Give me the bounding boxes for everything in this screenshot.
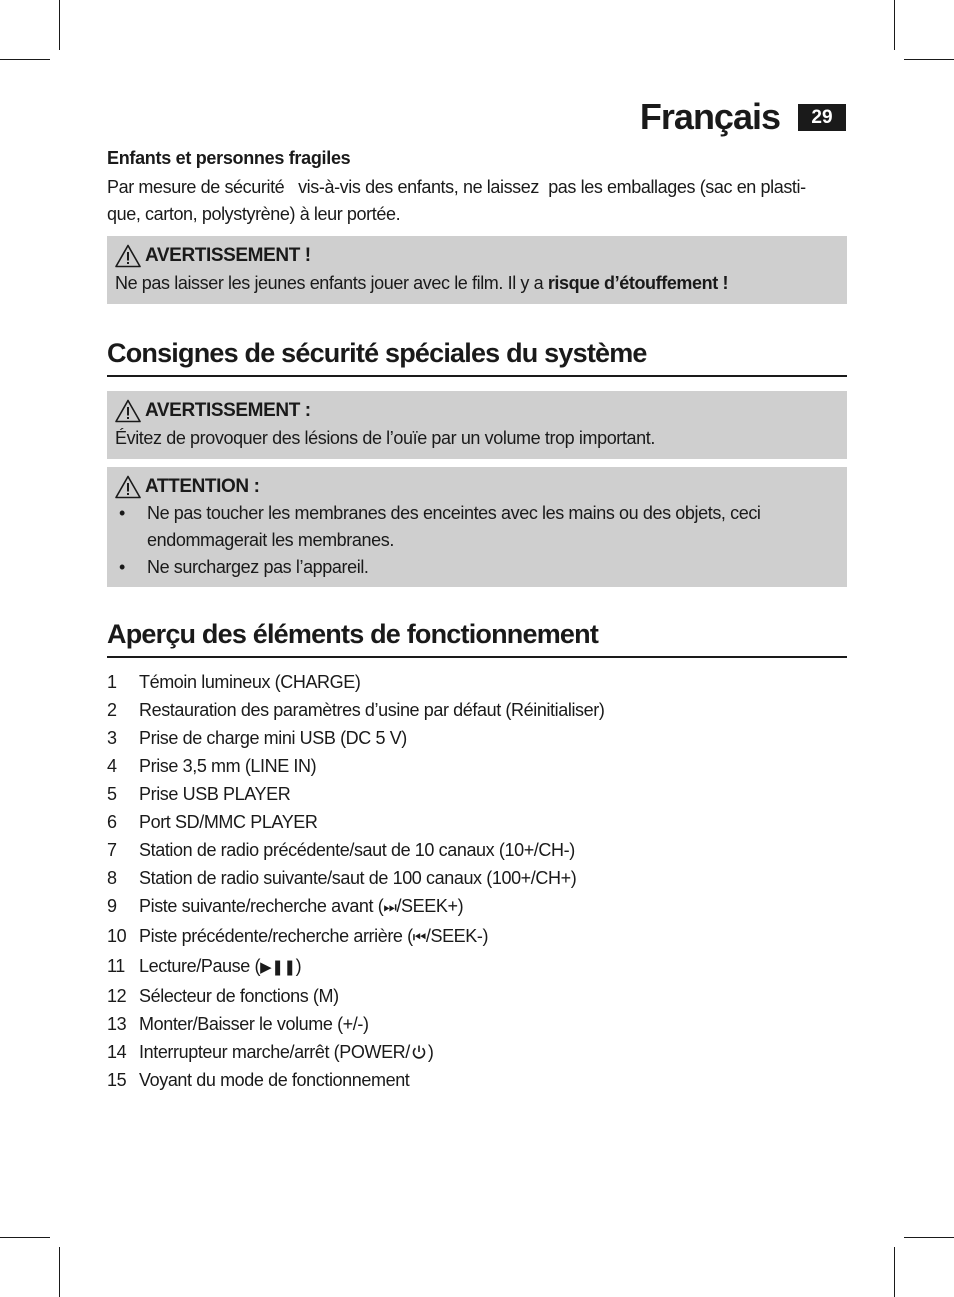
item-number: 4: [107, 756, 117, 776]
warning-text: Évitez de provoquer des lésions de l’ouïe par un volume trop important.: [115, 428, 655, 448]
children-section-line-1: Par mesure de sécurité vis-à-vis des enfants, ne laissez pas les emballages (sac en plasti-: [107, 177, 806, 197]
warning-triangle-icon: [115, 399, 141, 423]
item-text-before: Piste suivante/recherche avant (: [139, 896, 384, 916]
list-item: [107, 808, 847, 836]
list-item: [107, 892, 847, 922]
item-text: Restauration des paramètres d’usine par défaut (Réinitialiser): [139, 700, 605, 720]
item-number: 5: [107, 784, 117, 804]
attention-list: [115, 500, 839, 581]
item-text: Port SD/MMC PLAYER: [139, 812, 318, 832]
item-text: Prise USB PLAYER: [139, 784, 291, 804]
list-item: [107, 724, 847, 752]
item-text: Prise de charge mini USB (DC 5 V): [139, 728, 407, 748]
play-pause-icon: ▶❚❚: [260, 959, 296, 976]
crop-mark: [904, 1237, 954, 1238]
page-number-badge: 29: [798, 104, 846, 131]
controls-list: [107, 668, 847, 1094]
item-number: 10: [107, 926, 127, 946]
bullet: •: [119, 557, 125, 577]
item-text: Station de radio suivante/saut de 100 canaux (100+/CH+): [139, 868, 577, 888]
list-item: [107, 668, 847, 696]
attention-item-text: endommagerait les membranes.: [147, 530, 394, 550]
list-item: [107, 696, 847, 724]
warning-title: AVERTISSEMENT :: [145, 400, 311, 421]
crop-mark: [0, 59, 50, 60]
item-text: [139, 1038, 434, 1066]
item-text-after: /SEEK-): [425, 926, 489, 946]
attention-box: [107, 467, 847, 587]
attention-item-text: Ne surchargez pas l’appareil.: [147, 557, 369, 577]
item-number: 2: [107, 700, 117, 720]
crop-mark: [894, 0, 895, 50]
item-text-before: Piste précédente/recherche arrière (: [139, 926, 413, 946]
list-item: [107, 982, 847, 1010]
item-number: 14: [107, 1042, 127, 1062]
list-item: [107, 864, 847, 892]
item-number: 8: [107, 868, 117, 888]
warning-text: [115, 269, 839, 298]
section-heading-overview: Aperçu des éléments de fonctionnement: [107, 619, 847, 658]
item-number: 7: [107, 840, 117, 860]
list-item: [107, 1038, 847, 1066]
warning-box-hearing: [107, 391, 847, 459]
item-text-after: ): [295, 956, 302, 976]
power-icon: [411, 1044, 427, 1060]
previous-track-icon: ⏮: [412, 929, 426, 946]
item-text: [139, 892, 463, 922]
next-track-icon: ⏭: [383, 899, 397, 916]
crop-mark: [59, 0, 60, 50]
attention-title: ATTENTION :: [145, 476, 260, 497]
list-item: [107, 1066, 847, 1094]
item-text: Voyant du mode de fonctionnement: [139, 1070, 410, 1090]
attention-item-text: Ne pas toucher les membranes des enceintes avec les mains ou des objets, ceci: [147, 503, 761, 523]
item-number: 11: [107, 956, 125, 976]
warning-title: AVERTISSEMENT !: [145, 245, 311, 266]
list-item: [107, 752, 847, 780]
list-item: [115, 500, 839, 554]
item-text-before: Interrupteur marche/arrêt (POWER/: [139, 1042, 410, 1062]
list-item: [107, 922, 847, 952]
list-item: [107, 780, 847, 808]
warning-triangle-icon: [115, 244, 141, 268]
item-text-before: Lecture/Pause (: [139, 956, 261, 976]
item-text: [139, 952, 301, 982]
item-text: [139, 922, 488, 952]
list-item: [107, 836, 847, 864]
crop-mark: [0, 1237, 50, 1238]
item-text: Monter/Baisser le volume (+/-): [139, 1014, 369, 1034]
warning-triangle-icon: [115, 475, 141, 499]
crop-mark: [904, 59, 954, 60]
item-text: Sélecteur de fonctions (M): [139, 986, 339, 1006]
bullet: •: [119, 503, 125, 523]
item-number: 12: [107, 986, 127, 1006]
warning-text-bold: risque d’étouffement !: [547, 273, 729, 293]
item-number: 1: [107, 672, 117, 692]
item-number: 9: [107, 896, 117, 916]
item-number: 3: [107, 728, 117, 748]
crop-mark: [59, 1247, 60, 1297]
item-number: 6: [107, 812, 117, 832]
item-number: 15: [107, 1070, 127, 1090]
list-item: [107, 952, 847, 982]
list-item: [107, 1010, 847, 1038]
warning-box-film: [107, 236, 847, 304]
item-text-after: ): [427, 1042, 434, 1062]
item-text-after: /SEEK+): [396, 896, 464, 916]
children-section-heading: Enfants et personnes fragiles: [107, 148, 351, 168]
page-content: [107, 144, 847, 1094]
item-text: Témoin lumineux (CHARGE): [139, 672, 361, 692]
crop-mark: [894, 1247, 895, 1297]
item-number: 13: [107, 1014, 127, 1034]
page-language-title: Français: [639, 96, 780, 137]
list-item: [115, 554, 839, 581]
warning-text-plain: Ne pas laisser les jeunes enfants jouer avec le film. Il y a: [115, 273, 548, 293]
children-section-text: [107, 174, 847, 228]
item-text: Station de radio précédente/saut de 10 canaux (10+/CH-): [139, 840, 575, 860]
item-text: Prise 3,5 mm (LINE IN): [139, 756, 317, 776]
section-heading-safety: Consignes de sécurité spéciales du système: [107, 338, 847, 377]
children-section-line-2: que, carton, polystyrène) à leur portée.: [107, 204, 401, 224]
